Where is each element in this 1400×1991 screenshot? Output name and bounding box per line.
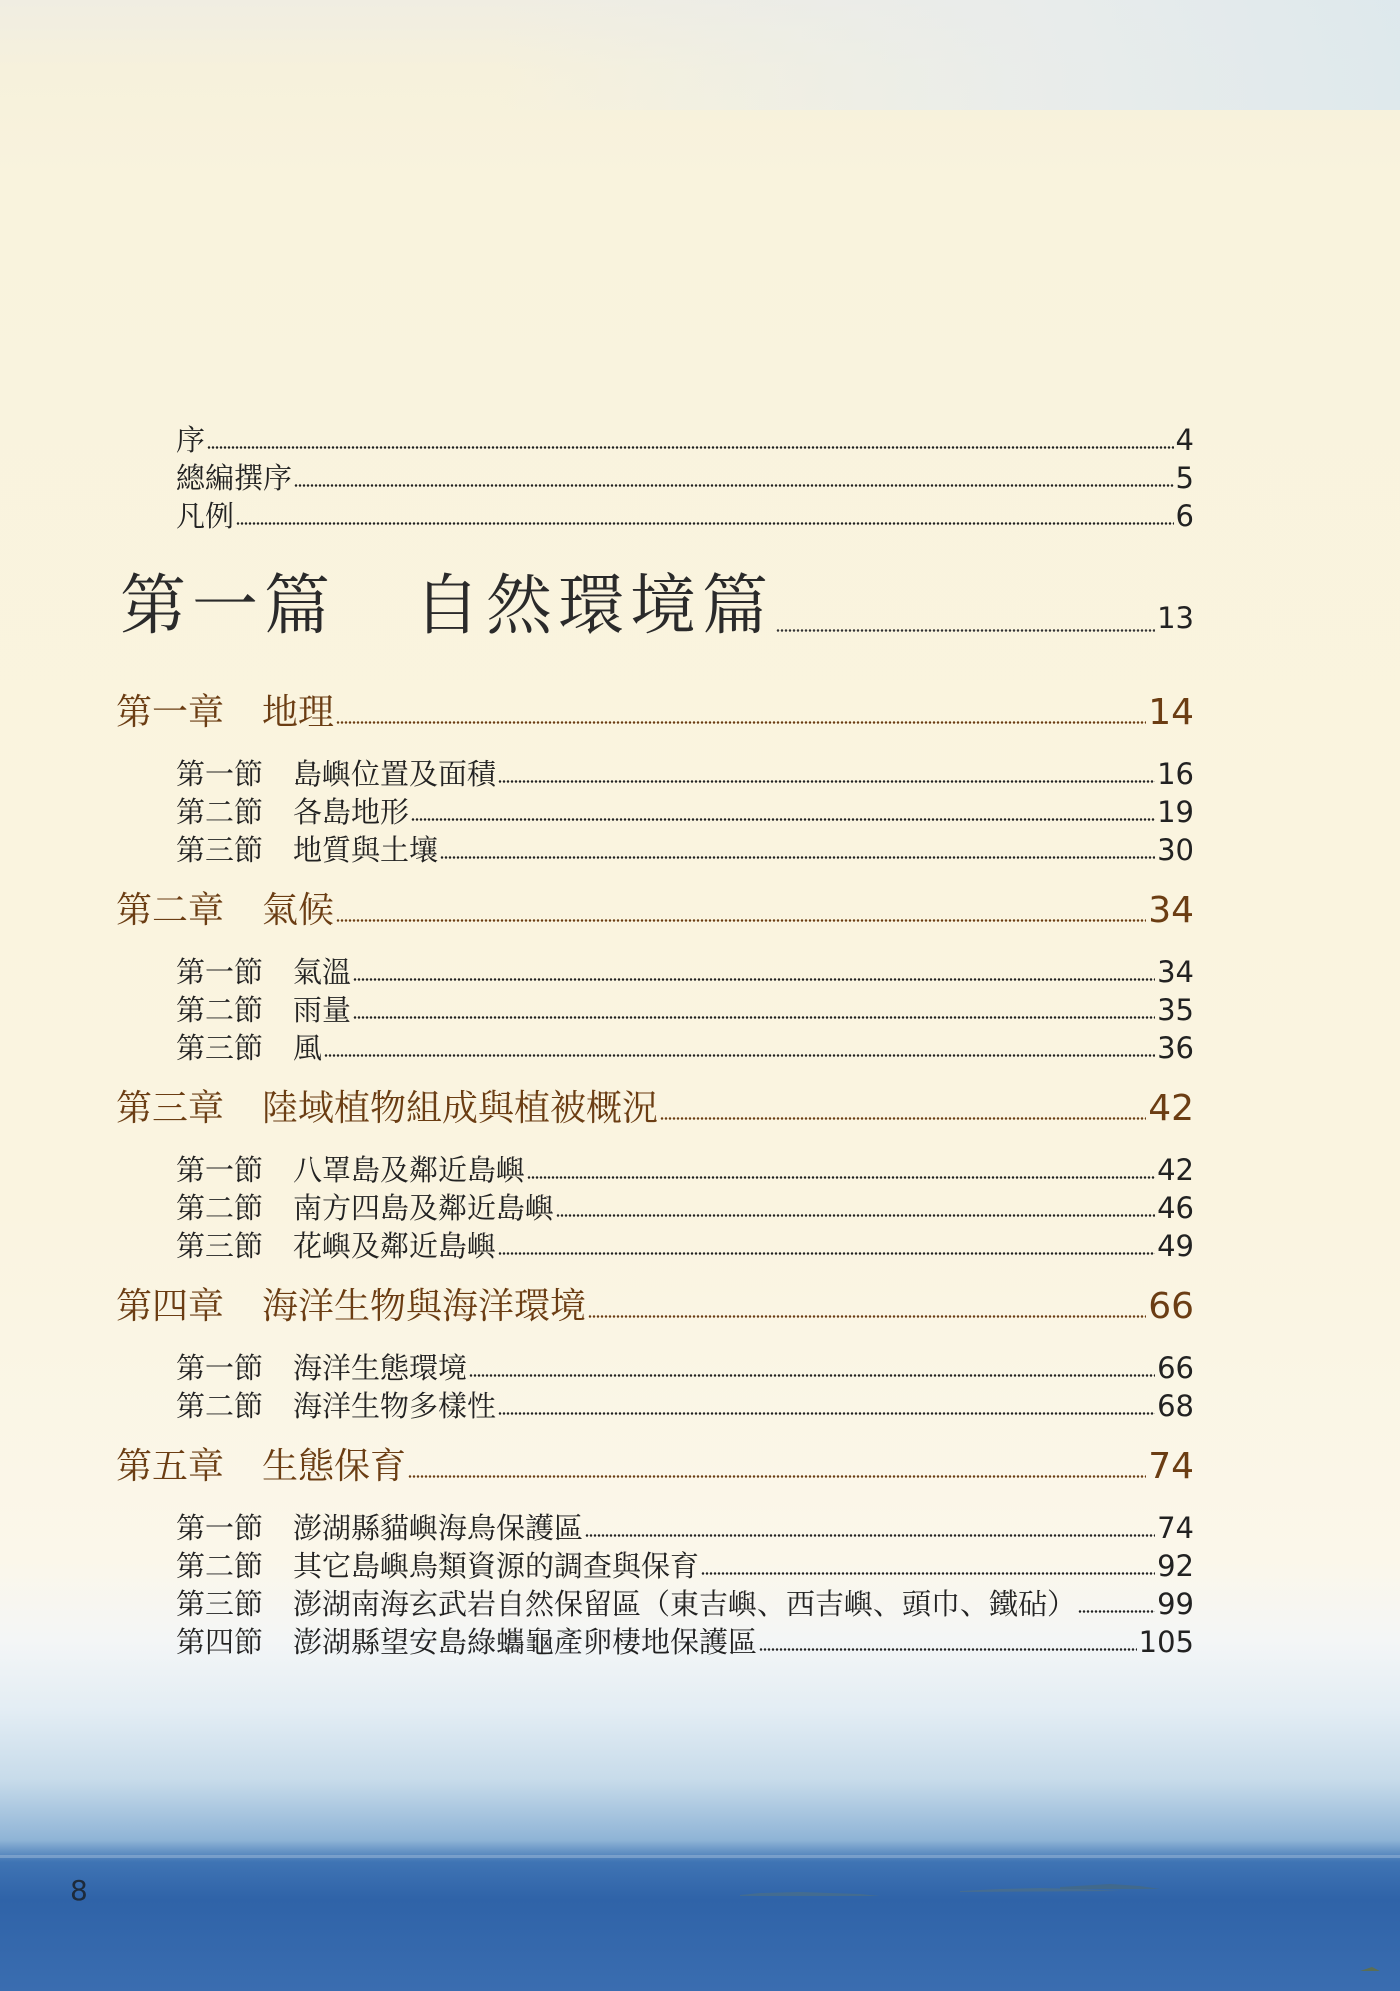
section-name: 澎湖縣貓嶼海鳥保護區 [293, 1511, 584, 1545]
toc-section[interactable] [176, 790, 1194, 831]
dot-leader [759, 1648, 1137, 1652]
toc-front-conventions[interactable] [176, 494, 1194, 535]
toc-section[interactable] [176, 988, 1194, 1029]
dot-leader [353, 978, 1155, 982]
entry-page: 14 [1148, 692, 1194, 733]
entry-page: 36 [1157, 1031, 1194, 1065]
dot-leader [336, 919, 1146, 923]
dot-leader [1078, 1610, 1155, 1614]
section-title [176, 1620, 757, 1661]
part-name: 自然環境篇 [414, 567, 774, 644]
chapter-number: 第四章 [116, 1286, 225, 1327]
part-number: 第一篇 [120, 567, 336, 644]
section-title [176, 790, 409, 831]
toc-chapter[interactable] [116, 1438, 1194, 1489]
dot-leader [776, 629, 1155, 633]
entry-page: 68 [1157, 1389, 1194, 1423]
section-title [176, 752, 496, 793]
entry-title: 總編撰序 [176, 461, 293, 495]
toc-part-heading[interactable] [120, 552, 1194, 647]
entry-page: 105 [1138, 1625, 1194, 1659]
section-number: 第一節 [176, 955, 264, 989]
dot-leader [585, 1534, 1155, 1538]
dot-leader [324, 1054, 1155, 1058]
toc-section[interactable] [176, 1620, 1194, 1661]
entry-page: 30 [1157, 833, 1194, 867]
dot-leader [498, 1412, 1155, 1416]
chapter-number: 第二章 [116, 890, 225, 931]
entry-page: 4 [1175, 423, 1194, 457]
entry-page: 19 [1157, 795, 1194, 829]
entry-page: 35 [1157, 993, 1194, 1027]
chapter-name: 氣候 [262, 890, 335, 931]
entry-page: 74 [1148, 1446, 1194, 1487]
section-name: 海洋生物多樣性 [293, 1389, 497, 1423]
dot-leader [294, 484, 1174, 488]
dot-leader [411, 818, 1155, 822]
section-title [176, 1582, 1076, 1623]
chapter-title [116, 1438, 406, 1489]
entry-page: 46 [1157, 1191, 1194, 1225]
section-name: 地質與土壤 [293, 833, 439, 867]
section-number: 第二節 [176, 1191, 264, 1225]
entry-page: 49 [1157, 1229, 1194, 1263]
toc-section[interactable] [176, 1026, 1194, 1067]
toc-section[interactable] [176, 950, 1194, 991]
toc-chapter[interactable] [116, 1080, 1194, 1131]
toc-section[interactable] [176, 1384, 1194, 1425]
dot-leader [588, 1315, 1146, 1319]
dot-leader [440, 856, 1155, 860]
section-name: 澎湖南海玄武岩自然保留區（東吉嶼、西吉嶼、頭巾、鐵砧） [293, 1587, 1077, 1621]
dot-leader [498, 1252, 1155, 1256]
section-number: 第三節 [176, 833, 264, 867]
dot-leader [527, 1176, 1155, 1180]
entry-page: 13 [1157, 601, 1194, 635]
dot-leader [207, 446, 1174, 450]
toc-section[interactable] [176, 1506, 1194, 1547]
section-name: 氣溫 [293, 955, 352, 989]
entry-title: 序 [176, 423, 206, 457]
chapter-title [116, 882, 334, 933]
toc-section[interactable] [176, 1224, 1194, 1265]
section-title [176, 1544, 699, 1585]
chapter-number: 第一章 [116, 692, 225, 733]
section-name: 南方四島及鄰近島嶼 [293, 1191, 555, 1225]
section-number: 第二節 [176, 795, 264, 829]
entry-page: 34 [1157, 955, 1194, 989]
toc-front-preface[interactable] [176, 418, 1194, 459]
toc-section[interactable] [176, 1582, 1194, 1623]
section-name: 八罩島及鄰近島嶼 [293, 1153, 526, 1187]
chapter-title [116, 684, 334, 735]
page-number: 8 [70, 1874, 88, 1907]
section-title [176, 1224, 496, 1265]
chapter-name: 地理 [262, 692, 335, 733]
entry-page: 74 [1157, 1511, 1194, 1545]
toc-chapter[interactable] [116, 1278, 1194, 1329]
section-number: 第三節 [176, 1031, 264, 1065]
toc-chapter[interactable] [116, 684, 1194, 735]
entry-page: 5 [1175, 461, 1194, 495]
entry-page: 92 [1157, 1549, 1194, 1583]
chapter-name: 陸域植物組成與植被概況 [262, 1088, 659, 1129]
section-name: 各島地形 [293, 795, 410, 829]
section-name: 島嶼位置及面積 [293, 757, 497, 791]
chapter-title [116, 1278, 586, 1329]
section-title [176, 1506, 583, 1547]
chapter-number: 第五章 [116, 1446, 225, 1487]
toc-front-editor-preface[interactable] [176, 456, 1194, 497]
dot-leader [660, 1117, 1146, 1121]
section-number: 第二節 [176, 1389, 264, 1423]
entry-page: 42 [1148, 1088, 1194, 1129]
chapter-name: 海洋生物與海洋環境 [262, 1286, 587, 1327]
entry-page: 42 [1157, 1153, 1194, 1187]
entry-page: 66 [1148, 1286, 1194, 1327]
section-number: 第三節 [176, 1587, 264, 1621]
section-number: 第一節 [176, 1351, 264, 1385]
section-name: 風 [293, 1031, 323, 1065]
dot-leader [408, 1475, 1146, 1479]
entry-page: 16 [1157, 757, 1194, 791]
section-title [176, 1384, 496, 1425]
entry-page: 6 [1175, 499, 1194, 533]
section-number: 第一節 [176, 1153, 264, 1187]
section-name: 海洋生態環境 [293, 1351, 468, 1385]
toc-section[interactable] [176, 1544, 1194, 1585]
entry-title: 凡例 [176, 499, 235, 533]
section-title [176, 950, 351, 991]
section-name: 花嶼及鄰近島嶼 [293, 1229, 497, 1263]
chapter-name: 生態保育 [262, 1446, 407, 1487]
toc-section[interactable] [176, 1186, 1194, 1227]
section-name: 澎湖縣望安島綠蠵龜產卵棲地保護區 [293, 1625, 758, 1659]
section-number: 第二節 [176, 1549, 264, 1583]
chapter-title [116, 1080, 658, 1131]
entry-page: 99 [1157, 1587, 1194, 1621]
dot-leader [701, 1572, 1155, 1576]
section-number: 第一節 [176, 757, 264, 791]
part-title [120, 552, 774, 647]
dot-leader [498, 780, 1155, 784]
dot-leader [556, 1214, 1155, 1218]
dot-leader [469, 1374, 1155, 1378]
section-number: 第二節 [176, 993, 264, 1027]
dot-leader [236, 522, 1174, 526]
section-title [176, 828, 438, 869]
dot-leader [336, 721, 1146, 725]
section-title [176, 1346, 467, 1387]
section-number: 第四節 [176, 1625, 264, 1659]
section-title [176, 1148, 525, 1189]
section-number: 第三節 [176, 1229, 264, 1263]
section-title [176, 988, 351, 1029]
toc-section[interactable] [176, 752, 1194, 793]
section-name: 雨量 [293, 993, 352, 1027]
dot-leader [353, 1016, 1155, 1020]
entry-page: 34 [1148, 890, 1194, 931]
toc-section[interactable] [176, 1346, 1194, 1387]
section-title [176, 1026, 322, 1067]
section-number: 第一節 [176, 1511, 264, 1545]
section-title [176, 1186, 554, 1227]
section-name: 其它島嶼鳥類資源的調查與保育 [293, 1549, 700, 1583]
toc-section[interactable] [176, 828, 1194, 869]
entry-page: 66 [1157, 1351, 1194, 1385]
toc-section[interactable] [176, 1148, 1194, 1189]
toc-chapter[interactable] [116, 882, 1194, 933]
chapter-number: 第三章 [116, 1088, 225, 1129]
